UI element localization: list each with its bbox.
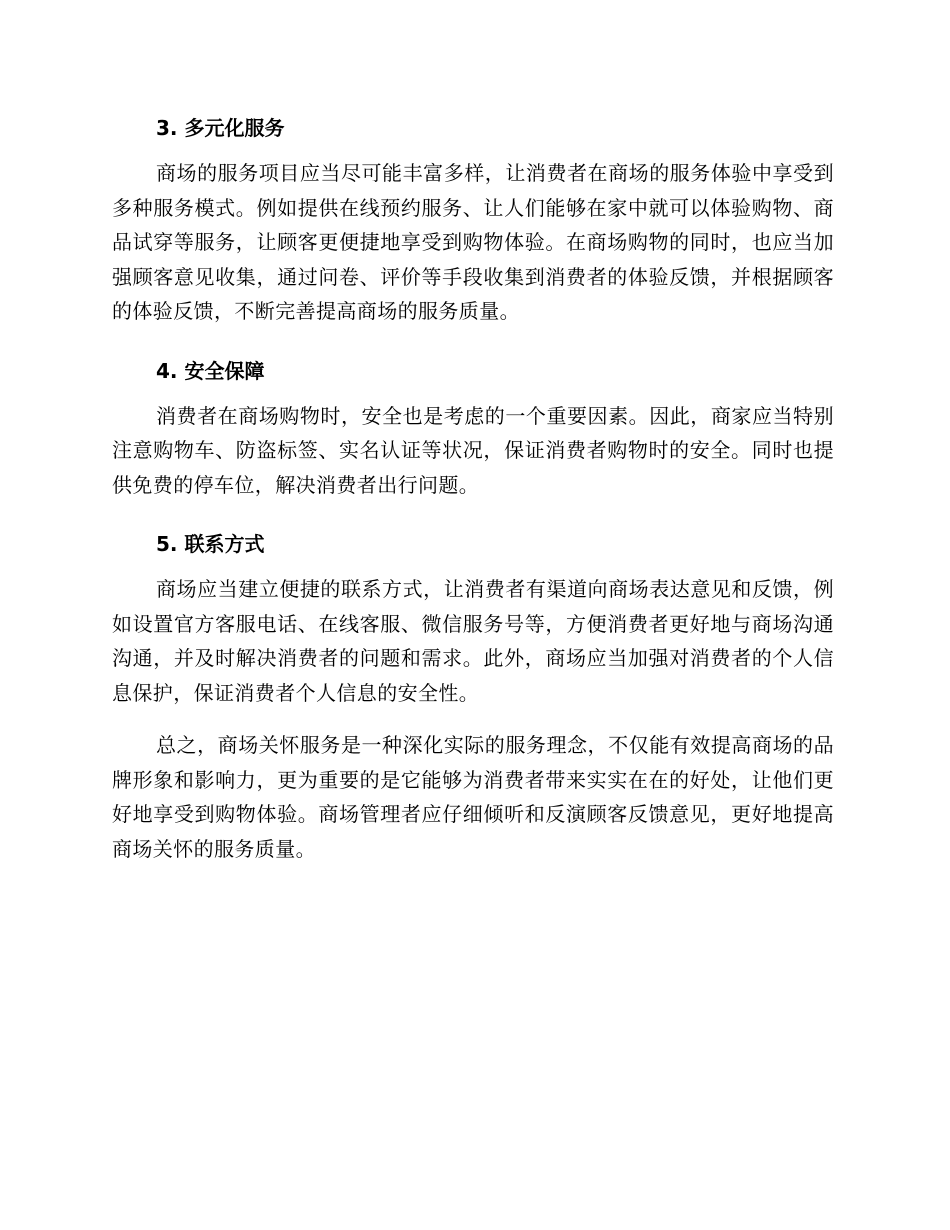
section-paragraph-diversified-services: 商场的服务项目应当尽可能丰富多样，让消费者在商场的服务体验中享受到多种服务模式。例如提供在线预约服务、让人们能够在家中就可以体验购物、商品试穿等服务，让顾客更便捷地享受到购物体验。在商场购物的同时，也应当加强顾客意见收集，通过问卷、评价等手段收集到消费者的体验反馈，并根据顾客的体验反馈，不断完善提高商场的服务质量。 — [112, 161, 834, 323]
section-paragraph-safety: 消费者在商场购物时，安全也是考虑的一个重要因素。因此，商家应当特别注意购物车、防盗标签、实名认证等状况，保证消费者购物时的安全。同时也提供免费的停车位，解决消费者出行问题。 — [112, 403, 834, 497]
section-paragraph-contact: 商场应当建立便捷的联系方式，让消费者有渠道向商场表达意见和反馈，例如设置官方客服电话、在线客服、微信服务号等，方便消费者更好地与商场沟通沟通，并及时解决消费者的问题和需求。此外，商场应当加强对消费者的个人信息保护，保证消费者个人信息的安全性。 — [112, 577, 834, 705]
section-heading-diversified-services: 3. 多元化服务 — [156, 116, 285, 140]
document-body — [112, 108, 834, 878]
section-heading-safety: 4. 安全保障 — [156, 358, 265, 383]
section-heading-contact: 5. 联系方式 — [156, 532, 265, 556]
conclusion-paragraph: 总之，商场关怀服务是一种深化实际的服务理念，不仅能有效提高商场的品牌形象和影响力，更为重要的是它能够为消费者带来实实在在的好处，让他们更好地享受到购物体验。商场管理者应仔细倾听和反演顾客反馈意见，更好地提高商场关怀的服务质量。 — [112, 733, 834, 861]
